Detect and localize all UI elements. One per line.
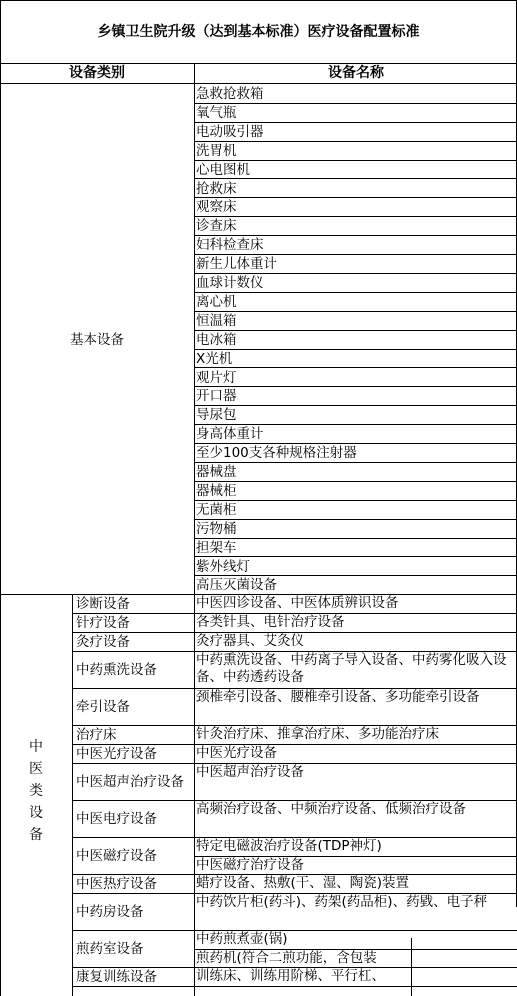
list-item: 担架车 (194, 539, 517, 558)
tcm-description: 各类针具、电针治疗设备 (194, 614, 517, 633)
tcm-subcategory: 中医光疗设备 (72, 745, 194, 764)
tcm-description: 针灸治疗床、推拿治疗床、多功能治疗床 (194, 726, 517, 745)
list-item: 新生儿体重计 (194, 255, 517, 274)
tcm-description: 煎药机(符合二煎功能，含包装 (194, 950, 517, 969)
category-basic: 基本设备 (0, 85, 194, 595)
tcm-description: 中药饮片柜(药斗)、药架(药品柜)、药戥、电子秤 (194, 894, 517, 931)
tcm-subcategory: 康复训练设备 (72, 968, 194, 987)
list-item: 血球计数仪 (194, 274, 517, 293)
list-item: 紫外线灯 (194, 558, 517, 577)
category-tcm-label: 中医类设备 (29, 739, 43, 844)
tcm-description: 高频治疗设备、中频治疗设备、低频治疗设备 (194, 801, 517, 838)
list-item: 急救抢救箱 (194, 85, 517, 104)
tcm-description: 颈椎牵引设备、腰椎牵引设备、多功能牵引设备 (194, 689, 517, 726)
tcm-description: 中医超声治疗设备 (194, 764, 517, 801)
tcm-subcategory: 中医热疗设备 (72, 875, 194, 894)
tcm-description: 中药煎煮壶(锅) (194, 931, 517, 950)
list-item: 电冰箱 (194, 331, 517, 350)
list-item: 洗胃机 (194, 142, 517, 161)
list-item: 抢救床 (194, 180, 517, 199)
tcm-subcategory: 中药熏洗设备 (72, 652, 194, 689)
tcm-description: 蜡疗设备、热敷(干、湿、陶瓷)装置 (194, 875, 517, 894)
tcm-description: 中医磁疗治疗设备 (194, 857, 517, 876)
tcm-description: 训练床、训练用阶梯、平行杠、 (194, 968, 517, 987)
tcm-subcategory: 中医磁疗设备 (72, 838, 194, 875)
grid-line (72, 595, 73, 996)
tcm-subcategory: 灸疗设备 (72, 633, 194, 652)
list-item: 身高体重计 (194, 425, 517, 444)
list-item: 妇科检查床 (194, 236, 517, 255)
header-name: 设备名称 (194, 64, 517, 84)
list-item: 电动吸引器 (194, 123, 517, 142)
tcm-subcategory: 中医超声治疗设备 (72, 764, 194, 801)
grid-line (194, 84, 195, 996)
tcm-subcategory: 治疗床 (72, 726, 194, 745)
table-title: 乡镇卫生院升级（达到基本标准）医疗设备配置标准 (0, 0, 517, 64)
tcm-subcategory: 牵引设备 (72, 689, 194, 726)
list-item: 诊查床 (194, 217, 517, 236)
grid-line (411, 938, 412, 996)
list-item: 观片灯 (194, 369, 517, 388)
header-category: 设备类别 (0, 64, 194, 84)
tcm-subcategory: 中医电疗设备 (72, 801, 194, 838)
list-item: 器械柜 (194, 482, 517, 501)
list-item: 开口器 (194, 387, 517, 406)
list-item: 高压灭菌设备 (194, 576, 517, 595)
tcm-subcategory: 中药房设备 (72, 894, 194, 931)
list-item: 导尿包 (194, 406, 517, 425)
list-item: 氧气瓶 (194, 104, 517, 123)
tcm-subcategory: 诊断设备 (72, 595, 194, 614)
list-item: 污物桶 (194, 520, 517, 539)
tcm-subcategory: 针疗设备 (72, 614, 194, 633)
list-item: 器械盘 (194, 463, 517, 482)
grid-line (0, 64, 1, 996)
list-item: 至少100支各种规格注射器 (194, 444, 517, 463)
list-item: 恒温箱 (194, 312, 517, 331)
list-item: X光机 (194, 350, 517, 369)
tcm-subcategory: 煎药室设备 (72, 931, 194, 968)
tcm-description: 中医光疗设备 (194, 745, 517, 764)
list-item: 观察床 (194, 198, 517, 217)
list-item: 无菌柜 (194, 501, 517, 520)
list-item: 离心机 (194, 293, 517, 312)
category-tcm (0, 595, 72, 987)
tcm-description: 中医四诊设备、中医体质辨识设备 (194, 595, 517, 614)
tcm-description: 特定电磁波治疗设备(TDP神灯) (194, 838, 517, 857)
list-item: 心电图机 (194, 161, 517, 180)
tcm-description: 中药熏洗设备、中药离子导入设备、中药雾化吸入设备、中药透药设备 (194, 652, 517, 689)
tcm-description: 灸疗器具、艾灸仪 (194, 633, 517, 652)
